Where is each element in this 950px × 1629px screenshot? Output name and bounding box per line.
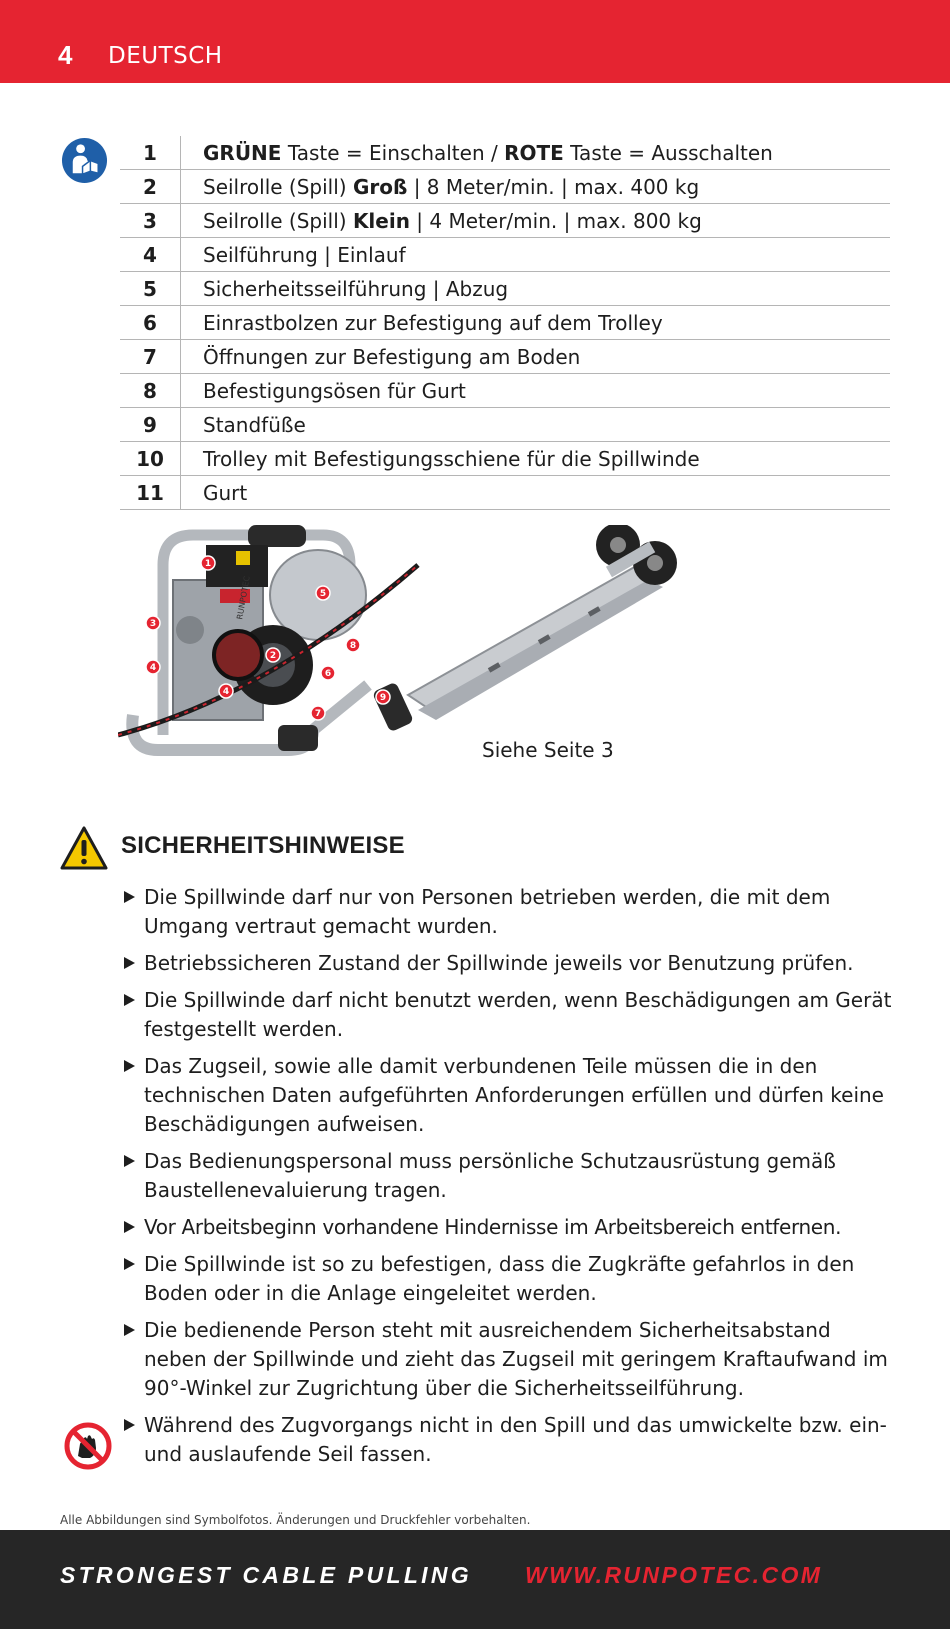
part-description-emphasis: GRÜNE: [203, 140, 282, 165]
safety-item-text: Während des Zugvorgangs nicht in den Spill und das umwickelte bzw. ein- und auslaufende Seil fassen.: [144, 1413, 887, 1466]
safety-item-text: Die Spillwinde darf nicht benutzt werden, wenn Beschädigungen am Gerät festgestellt werden.: [144, 988, 892, 1041]
part-description: [181, 170, 891, 204]
bullet-triangle-icon: [124, 1060, 135, 1072]
part-description: [181, 136, 891, 170]
part-description: [181, 272, 891, 306]
table-row: [120, 476, 890, 510]
part-number: 3: [120, 204, 181, 238]
part-number: 4: [120, 238, 181, 272]
part-description-emphasis: ROTE: [504, 140, 564, 165]
bullet-triangle-icon: [124, 891, 135, 903]
safety-item: [124, 949, 894, 978]
footer-slogan: STRONGEST CABLE PULLING: [60, 1562, 472, 1588]
table-row: [120, 408, 890, 442]
safety-item-text: Die bedienende Person steht mit ausreichendem Sicherheitsabstand neben der Spillwinde und zieht das Zugseil mit geringem Kraftaufwand im 90°-Winkel zur Zugrichtung über die Sicherheitsseilführung.: [144, 1318, 888, 1400]
safety-list: [124, 883, 894, 1477]
callout-number: 3: [149, 619, 157, 629]
callout-number: 8: [349, 641, 357, 651]
table-row: [120, 374, 890, 408]
callout-number: 6: [324, 669, 332, 679]
language-label: DEUTSCH: [108, 43, 223, 69]
part-number: 1: [120, 136, 181, 170]
callout-number: 1: [204, 559, 212, 569]
bullet-triangle-icon: [124, 1221, 135, 1233]
part-number: 2: [120, 170, 181, 204]
part-description-emphasis: Klein: [352, 208, 410, 233]
bullet-triangle-icon: [124, 1419, 135, 1431]
safety-title: SICHERHEITSHINWEISE: [121, 832, 405, 859]
callout-number: 9: [379, 693, 387, 703]
part-description-emphasis: Groß: [352, 174, 408, 199]
table-row: [120, 204, 890, 238]
part-description: [181, 374, 891, 408]
part-description: [181, 340, 891, 374]
callout-marker: [346, 638, 360, 652]
part-description: [181, 238, 891, 272]
safety-item: [124, 1213, 894, 1242]
part-description-text: Trolley mit Befestigungsschiene für die Spillwinde: [203, 446, 700, 471]
callout-marker: [146, 616, 160, 630]
part-description-text: Standfüße: [203, 412, 306, 437]
safety-item-text: Betriebssicheren Zustand der Spillwinde jeweils vor Benutzung prüfen.: [144, 951, 854, 975]
part-description: [181, 204, 891, 238]
callout-marker: [266, 648, 280, 662]
part-description-text: | 8 Meter/min. | max. 400 kg: [407, 174, 700, 199]
table-row: [120, 170, 890, 204]
part-description-text: Seilführung | Einlauf: [203, 242, 406, 267]
safety-item-text: Das Zugseil, sowie alle damit verbundenen Teile müssen die in den technischen Daten aufgeführten Anforderungen erfüllen und dürfen keine Beschädigungen aufweisen.: [144, 1054, 884, 1136]
brand-label: RUNPOTEC: [235, 575, 252, 621]
safety-item: [124, 1411, 894, 1469]
callout-marker: [321, 666, 335, 680]
bullet-triangle-icon: [124, 957, 135, 969]
part-description-text: Sicherheitsseilführung | Abzug: [203, 276, 509, 301]
callout-marker: [376, 690, 390, 704]
callout-marker: [146, 660, 160, 674]
disclaimer: Alle Abbildungen sind Symbolfotos. Änderungen und Druckfehler vorbehalten.: [60, 1513, 531, 1527]
callout-number: 5: [319, 589, 327, 599]
no-hand-contact-icon: [64, 1422, 112, 1470]
parts-table: [120, 136, 890, 510]
safety-item: [124, 1316, 894, 1403]
part-description: [181, 442, 891, 476]
callout-marker: [219, 684, 233, 698]
safety-item: [124, 986, 894, 1044]
page-number: 4: [58, 40, 73, 70]
part-number: 8: [120, 374, 181, 408]
part-number: 10: [120, 442, 181, 476]
spillwinde-illustration: [118, 525, 718, 775]
part-number: 11: [120, 476, 181, 510]
part-description: [181, 408, 891, 442]
part-description-text: Taste = Einschalten /: [281, 140, 505, 165]
read-manual-icon: [61, 137, 108, 184]
page-header: [0, 0, 950, 83]
image-caption: Siehe Seite 3: [482, 738, 614, 762]
part-description-text: Seilrolle (Spill): [203, 174, 353, 199]
bullet-triangle-icon: [124, 1155, 135, 1167]
safety-item-text: Die Spillwinde ist so zu befestigen, dass die Zugkräfte gefahrlos in den Boden oder in die Anlage eingeleitet werden.: [144, 1252, 855, 1305]
part-number: 5: [120, 272, 181, 306]
table-row: [120, 340, 890, 374]
callout-number: 2: [269, 651, 277, 661]
table-row: [120, 442, 890, 476]
bullet-triangle-icon: [124, 1324, 135, 1336]
part-description-text: Gurt: [203, 480, 248, 505]
callout-marker: [311, 706, 325, 720]
part-description-text: | 4 Meter/min. | max. 800 kg: [409, 208, 702, 233]
safety-item-text: Vor Arbeitsbeginn vorhandene Hindernisse im Arbeitsbereich entfernen.: [144, 1215, 842, 1239]
part-number: 9: [120, 408, 181, 442]
safety-item: [124, 883, 894, 941]
warning-triangle-icon: [60, 826, 108, 870]
safety-item-text: Das Bedienungspersonal muss persönliche Schutzausrüstung gemäß Baustellenevaluierung tragen.: [144, 1149, 836, 1202]
table-row: [120, 272, 890, 306]
bullet-triangle-icon: [124, 994, 135, 1006]
safety-item: [124, 1147, 894, 1205]
part-number: 6: [120, 306, 181, 340]
callout-marker: [316, 586, 330, 600]
page-footer: [0, 1530, 950, 1629]
part-number: 7: [120, 340, 181, 374]
part-description-text: Seilrolle (Spill): [203, 208, 353, 233]
callout-marker: [201, 556, 215, 570]
callout-number: 7: [314, 709, 322, 719]
callout-number: 4: [149, 663, 157, 673]
part-description: [181, 476, 891, 510]
bullet-triangle-icon: [124, 1258, 135, 1270]
callout-number: 4: [222, 687, 230, 697]
part-description-text: Taste = Ausschalten: [563, 140, 773, 165]
safety-item: [124, 1250, 894, 1308]
table-row: [120, 136, 890, 170]
safety-item: [124, 1052, 894, 1139]
part-description-text: Befestigungsösen für Gurt: [203, 378, 466, 403]
table-row: [120, 306, 890, 340]
part-description-text: Einrastbolzen zur Befestigung auf dem Trolley: [203, 310, 663, 335]
part-description-text: Öffnungen zur Befestigung am Boden: [203, 344, 581, 369]
footer-url[interactable]: WWW.RUNPOTEC.COM: [525, 1562, 823, 1588]
table-row: [120, 238, 890, 272]
safety-item-text: Die Spillwinde darf nur von Personen betrieben werden, die mit dem Umgang vertraut gemacht wurden.: [144, 885, 831, 938]
part-description: [181, 306, 891, 340]
